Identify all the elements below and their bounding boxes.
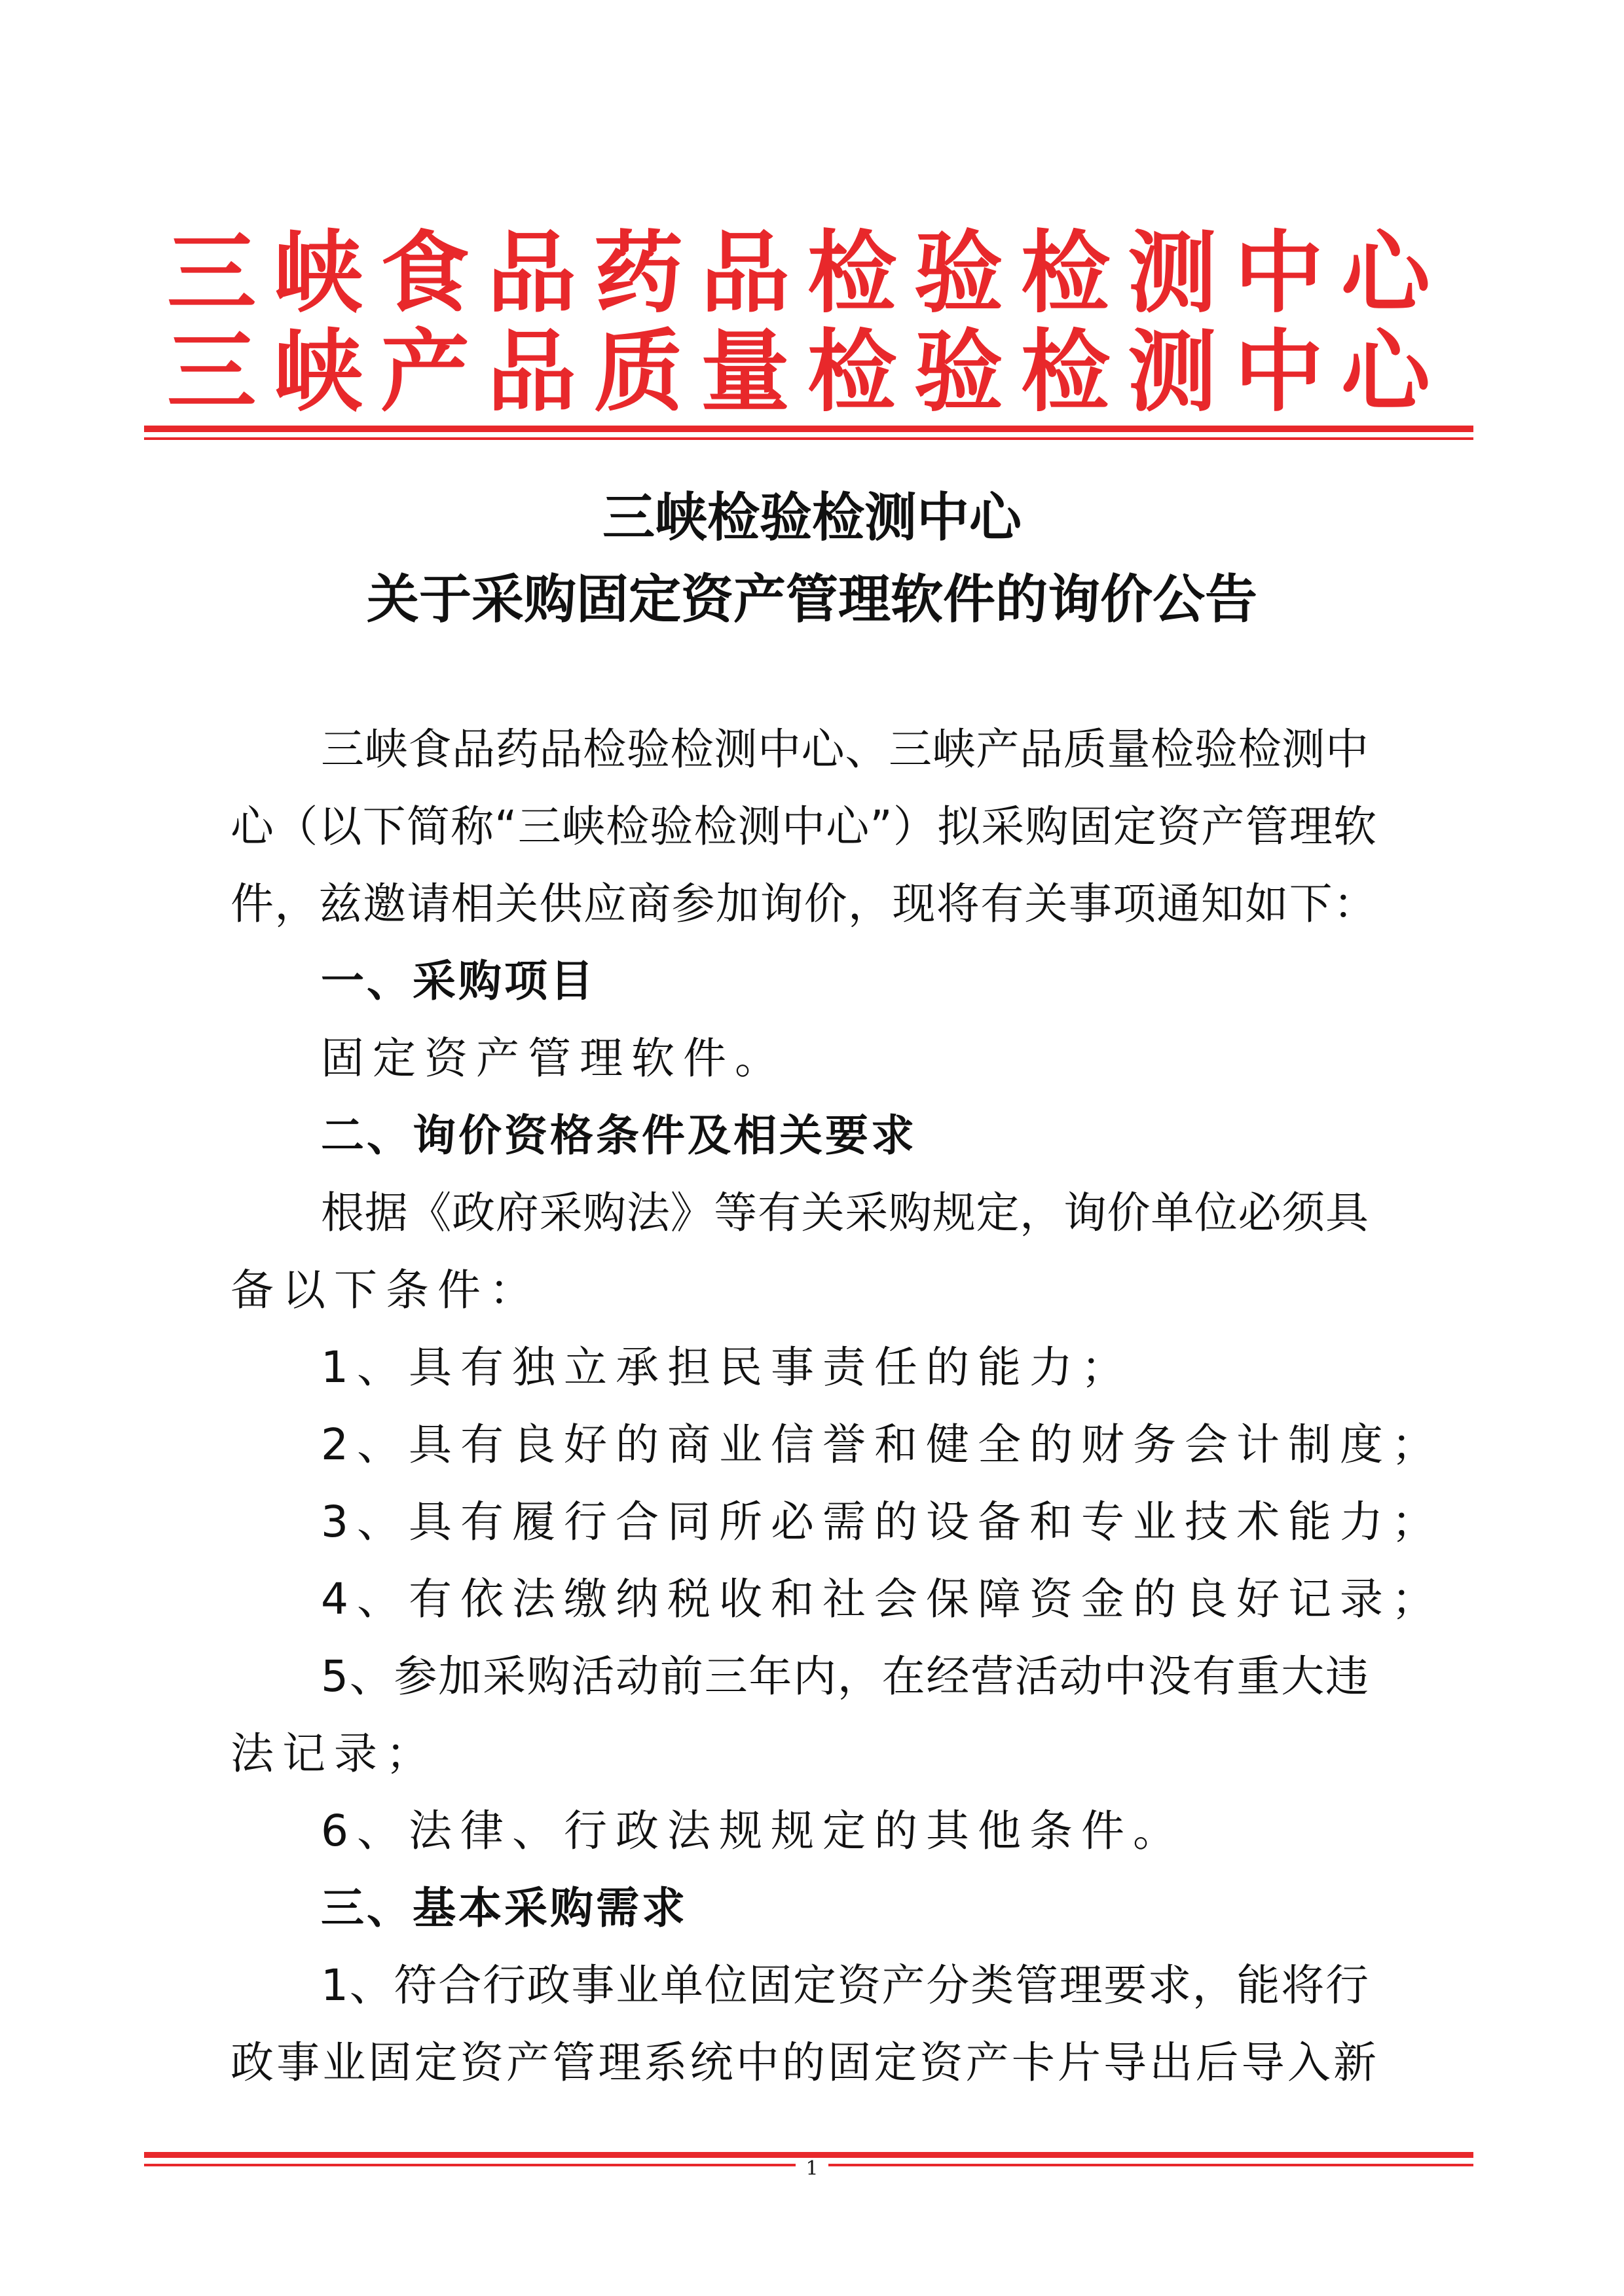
section-2-intro-line-1: 根据《政府采购法》等有关采购规定，询价单位必须具 [321,1188,1369,1238]
section-3-heading: 三、基本采购需求 [321,1883,688,1933]
requirement-item-4: 4、有依法缴纳税收和社会保障资金的良好记录； [321,1574,1443,1624]
requirement-item-5: 5、参加采购活动前三年内，在经营活动中没有重大违 [321,1651,1369,1702]
procurement-need-item-1-continued: 政事业固定资产管理系统中的固定资产卡片导出后导入新 [231,2037,1376,2088]
letterhead-line-2: 三峡产品质量检验检测中心 [167,319,1448,424]
header-rule-thin [144,437,1473,440]
intro-line-2: 心（以下简称“三峡检验检测中心”）拟采购固定资产管理软 [231,801,1376,852]
document-title-line-1: 三峡检验检测中心 [602,486,1022,548]
header-rule-thick [144,426,1473,432]
requirement-item-6: 6、法律、行政法规规定的其他条件。 [321,1806,1185,1856]
document-title-line-2: 关于采购固定资产管理软件的询价公告 [367,568,1257,630]
procurement-need-item-1: 1、符合行政事业单位固定资产分类管理要求，能将行 [321,1960,1369,2011]
intro-line-1: 三峡食品药品检验检测中心、三峡产品质量检验检测中 [321,724,1369,774]
intro-line-3: 件，兹邀请相关供应商参加询价，现将有关事项通知如下： [231,879,1376,929]
requirement-item-5-continued: 法记录； [231,1728,437,1779]
page-number: 1 [796,2158,828,2180]
letterhead-line-1: 三峡食品药品检验检测中心 [167,221,1448,325]
requirement-item-2: 2、具有良好的商业信誉和健全的财务会计制度； [321,1419,1443,1470]
requirement-item-3: 3、具有履行合同所必需的设备和专业技术能力； [321,1497,1443,1547]
section-1-heading: 一、采购项目 [321,956,596,1006]
requirement-item-1: 1、具有独立承担民事责任的能力； [321,1342,1133,1393]
section-2-intro-line-2: 备以下条件： [231,1265,541,1315]
section-2-heading: 二、询价资格条件及相关要求 [321,1110,917,1161]
section-1-text: 固定资产管理软件。 [321,1033,786,1084]
